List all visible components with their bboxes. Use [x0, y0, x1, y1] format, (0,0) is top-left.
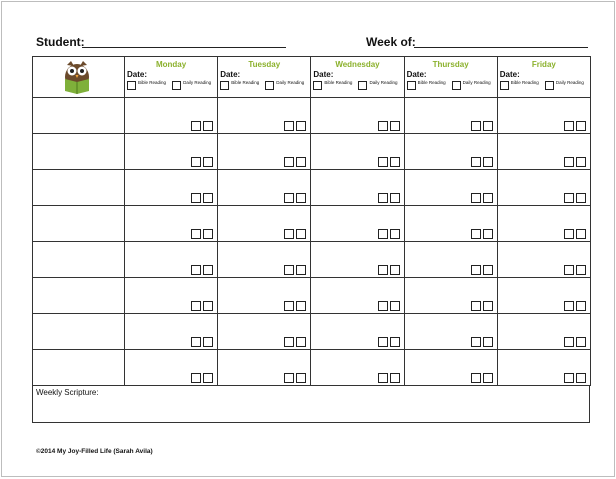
planner-page [1, 1, 615, 477]
table-row [33, 206, 591, 242]
checkbox[interactable] [220, 81, 229, 90]
assignment-cell[interactable] [404, 134, 497, 170]
table-row [33, 98, 591, 134]
assignment-cell[interactable] [218, 98, 311, 134]
checkbox[interactable] [564, 229, 574, 239]
date-label: Date: [499, 70, 520, 79]
checkbox[interactable] [127, 81, 136, 90]
bible-reading-label: Bible Reading [417, 80, 446, 85]
checkbox[interactable] [564, 301, 574, 311]
checkbox[interactable] [483, 265, 493, 275]
cell-checkboxes [191, 157, 213, 167]
cell-checkboxes [564, 229, 586, 239]
assignment-cell[interactable] [311, 134, 404, 170]
checkbox[interactable] [284, 301, 294, 311]
checkbox[interactable] [390, 229, 400, 239]
checkbox[interactable] [203, 157, 213, 167]
checkbox[interactable] [390, 265, 400, 275]
checkbox[interactable] [471, 337, 481, 347]
assignment-cell[interactable] [218, 242, 311, 278]
reading-checks [500, 80, 590, 90]
checkbox[interactable] [378, 301, 388, 311]
assignment-cell[interactable] [125, 170, 218, 206]
cell-checkboxes [564, 337, 586, 347]
cell-checkboxes [564, 193, 586, 203]
checkbox[interactable] [564, 121, 574, 131]
checkbox[interactable] [576, 373, 586, 383]
reading-checks [220, 80, 310, 90]
cell-checkboxes [471, 373, 493, 383]
bible-reading-check[interactable] [407, 80, 452, 90]
assignment-cell[interactable] [125, 242, 218, 278]
checkbox[interactable] [452, 81, 461, 90]
header [36, 35, 584, 51]
cell-checkboxes [284, 265, 306, 275]
cell-checkboxes [378, 121, 400, 131]
cell-checkboxes [378, 265, 400, 275]
checkbox[interactable] [284, 265, 294, 275]
weekly-scripture-label: Weekly Scripture: [36, 388, 99, 397]
checkbox[interactable] [296, 265, 306, 275]
checkbox[interactable] [296, 373, 306, 383]
day-header-thursday [404, 57, 497, 98]
checkbox[interactable] [407, 81, 416, 90]
assignment-cell[interactable] [218, 170, 311, 206]
day-header-friday [497, 57, 590, 98]
checkbox[interactable] [483, 193, 493, 203]
checkbox[interactable] [576, 121, 586, 131]
checkbox[interactable] [576, 265, 586, 275]
cell-checkboxes [191, 337, 213, 347]
owl-reading-icon [59, 59, 95, 95]
assignment-cell[interactable] [497, 98, 590, 134]
table-row [33, 314, 591, 350]
logo-cell [33, 57, 125, 98]
cell-checkboxes [191, 121, 213, 131]
day-name: Friday [531, 60, 556, 69]
assignment-cell[interactable] [125, 98, 218, 134]
table-row [33, 242, 591, 278]
cell-checkboxes [378, 373, 400, 383]
assignment-cell[interactable] [125, 350, 218, 386]
checkbox[interactable] [483, 121, 493, 131]
checkbox[interactable] [471, 193, 481, 203]
table-row [33, 350, 591, 386]
checkbox[interactable] [576, 193, 586, 203]
checkbox[interactable] [203, 193, 213, 203]
checkbox[interactable] [358, 81, 367, 90]
subject-cell[interactable] [33, 314, 125, 350]
checkbox[interactable] [296, 193, 306, 203]
assignment-cell[interactable] [311, 350, 404, 386]
cell-checkboxes [284, 121, 306, 131]
checkbox[interactable] [265, 81, 274, 90]
cell-checkboxes [191, 229, 213, 239]
checkbox[interactable] [203, 121, 213, 131]
checkbox[interactable] [545, 81, 554, 90]
checkbox[interactable] [284, 193, 294, 203]
daily-reading-check[interactable] [358, 80, 403, 90]
checkbox[interactable] [191, 121, 201, 131]
checkbox[interactable] [471, 301, 481, 311]
checkbox[interactable] [471, 229, 481, 239]
day-name: Tuesday [248, 60, 281, 69]
cell-checkboxes [284, 229, 306, 239]
cell-checkboxes [564, 373, 586, 383]
checkbox[interactable] [483, 157, 493, 167]
planner-table [32, 56, 591, 386]
checkbox[interactable] [284, 157, 294, 167]
assignment-cell[interactable] [404, 242, 497, 278]
bible-reading-label: Bible Reading [138, 80, 167, 85]
subject-cell[interactable] [33, 98, 125, 134]
checkbox[interactable] [483, 229, 493, 239]
checkbox[interactable] [203, 265, 213, 275]
daily-reading-check[interactable] [545, 80, 590, 90]
table-row [33, 170, 591, 206]
cell-checkboxes [191, 373, 213, 383]
cell-checkboxes [471, 121, 493, 131]
checkbox[interactable] [564, 193, 574, 203]
checkbox[interactable] [378, 265, 388, 275]
cell-checkboxes [284, 373, 306, 383]
checkbox[interactable] [191, 337, 201, 347]
weekly-scripture-box[interactable] [32, 385, 590, 423]
cell-checkboxes [471, 193, 493, 203]
checkbox[interactable] [576, 337, 586, 347]
week-label: Week of: [366, 35, 416, 49]
student-name-field[interactable] [82, 47, 286, 48]
cell-checkboxes [378, 337, 400, 347]
assignment-cell[interactable] [311, 206, 404, 242]
student-label: Student: [36, 35, 85, 49]
checkbox[interactable] [483, 337, 493, 347]
checkbox[interactable] [191, 373, 201, 383]
assignment-cell[interactable] [404, 314, 497, 350]
checkbox[interactable] [296, 157, 306, 167]
cell-checkboxes [378, 301, 400, 311]
day-name: Thursday [432, 60, 469, 69]
assignment-cell[interactable] [125, 206, 218, 242]
checkbox[interactable] [576, 229, 586, 239]
assignment-cell[interactable] [404, 278, 497, 314]
cell-checkboxes [191, 265, 213, 275]
checkbox[interactable] [172, 81, 181, 90]
cell-checkboxes [284, 337, 306, 347]
assignment-cell[interactable] [125, 314, 218, 350]
cell-checkboxes [191, 301, 213, 311]
day-header-tuesday [218, 57, 311, 98]
assignment-cell[interactable] [404, 170, 497, 206]
cell-checkboxes [191, 193, 213, 203]
cell-checkboxes [564, 157, 586, 167]
checkbox[interactable] [564, 373, 574, 383]
bible-reading-check[interactable] [127, 80, 172, 90]
cell-checkboxes [378, 157, 400, 167]
assignment-cell[interactable] [218, 278, 311, 314]
checkbox[interactable] [390, 301, 400, 311]
checkbox[interactable] [378, 157, 388, 167]
date-label: Date: [127, 70, 148, 79]
checkbox[interactable] [378, 193, 388, 203]
assignment-cell[interactable] [497, 170, 590, 206]
assignment-cell[interactable] [218, 314, 311, 350]
checkbox[interactable] [313, 81, 322, 90]
checkbox[interactable] [576, 301, 586, 311]
subject-cell[interactable] [33, 134, 125, 170]
assignment-cell[interactable] [125, 278, 218, 314]
daily-reading-check[interactable] [265, 80, 310, 90]
checkbox[interactable] [564, 265, 574, 275]
assignment-cell[interactable] [497, 206, 590, 242]
cell-checkboxes [471, 337, 493, 347]
checkbox[interactable] [500, 81, 509, 90]
checkbox[interactable] [564, 337, 574, 347]
assignment-cell[interactable] [404, 206, 497, 242]
cell-checkboxes [564, 121, 586, 131]
subject-cell[interactable] [33, 242, 125, 278]
checkbox[interactable] [378, 373, 388, 383]
cell-checkboxes [378, 193, 400, 203]
checkbox[interactable] [471, 157, 481, 167]
daily-reading-label: Daily Reading [183, 80, 212, 85]
checkbox[interactable] [378, 229, 388, 239]
table-row [33, 134, 591, 170]
assignment-cell[interactable] [218, 206, 311, 242]
checkbox[interactable] [378, 121, 388, 131]
checkbox[interactable] [390, 121, 400, 131]
checkbox[interactable] [576, 157, 586, 167]
assignment-cell[interactable] [311, 278, 404, 314]
checkbox[interactable] [191, 157, 201, 167]
cell-checkboxes [471, 157, 493, 167]
checkbox[interactable] [284, 373, 294, 383]
daily-reading-label: Daily Reading [276, 80, 305, 85]
checkbox[interactable] [203, 301, 213, 311]
assignment-cell[interactable] [125, 134, 218, 170]
daily-reading-label: Daily Reading [369, 80, 398, 85]
cell-checkboxes [471, 301, 493, 311]
assignment-cell[interactable] [497, 134, 590, 170]
subject-cell[interactable] [33, 170, 125, 206]
reading-checks [407, 80, 497, 90]
reading-checks [313, 80, 403, 90]
assignment-cell[interactable] [497, 314, 590, 350]
cell-checkboxes [564, 301, 586, 311]
checkbox[interactable] [390, 157, 400, 167]
cell-checkboxes [471, 229, 493, 239]
checkbox[interactable] [564, 157, 574, 167]
checkbox[interactable] [296, 121, 306, 131]
day-header-row [33, 57, 591, 98]
assignment-cell[interactable] [311, 314, 404, 350]
assignment-cell[interactable] [404, 98, 497, 134]
checkbox[interactable] [296, 337, 306, 347]
checkbox[interactable] [390, 373, 400, 383]
bible-reading-check[interactable] [500, 80, 545, 90]
checkbox[interactable] [471, 373, 481, 383]
cell-checkboxes [471, 265, 493, 275]
checkbox[interactable] [296, 301, 306, 311]
checkbox[interactable] [471, 121, 481, 131]
subject-cell[interactable] [33, 350, 125, 386]
checkbox[interactable] [203, 337, 213, 347]
checkbox[interactable] [191, 229, 201, 239]
checkbox[interactable] [203, 373, 213, 383]
daily-reading-label: Daily Reading [555, 80, 584, 85]
reading-checks [127, 80, 217, 90]
cell-checkboxes [284, 301, 306, 311]
checkbox[interactable] [378, 337, 388, 347]
assignment-cell[interactable] [218, 134, 311, 170]
checkbox[interactable] [203, 229, 213, 239]
checkbox[interactable] [284, 121, 294, 131]
cell-checkboxes [378, 229, 400, 239]
bible-reading-label: Bible Reading [510, 80, 539, 85]
checkbox[interactable] [296, 229, 306, 239]
cell-checkboxes [284, 157, 306, 167]
checkbox[interactable] [191, 265, 201, 275]
day-name: Monday [155, 60, 187, 69]
day-name: Wednesday [335, 60, 380, 69]
assignment-cell[interactable] [218, 350, 311, 386]
table-row [33, 278, 591, 314]
assignment-cell[interactable] [311, 242, 404, 278]
bible-reading-label: Bible Reading [231, 80, 260, 85]
checkbox[interactable] [483, 301, 493, 311]
checkbox[interactable] [191, 193, 201, 203]
subject-cell[interactable] [33, 278, 125, 314]
assignment-cell[interactable] [311, 98, 404, 134]
checkbox[interactable] [390, 337, 400, 347]
daily-reading-check[interactable] [452, 80, 497, 90]
bible-reading-check[interactable] [313, 80, 358, 90]
cell-checkboxes [564, 265, 586, 275]
assignment-cell[interactable] [311, 170, 404, 206]
assignment-cell[interactable] [497, 242, 590, 278]
checkbox[interactable] [390, 193, 400, 203]
assignment-cell[interactable] [404, 350, 497, 386]
cell-checkboxes [284, 193, 306, 203]
week-of-field[interactable] [414, 47, 588, 48]
day-header-monday [125, 57, 218, 98]
bible-reading-label: Bible Reading [324, 80, 353, 85]
checkbox[interactable] [483, 373, 493, 383]
checkbox[interactable] [284, 337, 294, 347]
assignment-cell[interactable] [497, 350, 590, 386]
bible-reading-check[interactable] [220, 80, 265, 90]
checkbox[interactable] [471, 265, 481, 275]
copyright-footer: ©2014 My Joy-Filled Life (Sarah Avila) [36, 448, 153, 455]
date-label: Date: [406, 70, 427, 79]
day-header-wednesday [311, 57, 404, 98]
daily-reading-label: Daily Reading [462, 80, 491, 85]
checkbox[interactable] [191, 301, 201, 311]
date-label: Date: [313, 70, 334, 79]
assignment-cell[interactable] [497, 278, 590, 314]
daily-reading-check[interactable] [172, 80, 217, 90]
checkbox[interactable] [284, 229, 294, 239]
subject-cell[interactable] [33, 206, 125, 242]
date-label: Date: [220, 70, 241, 79]
